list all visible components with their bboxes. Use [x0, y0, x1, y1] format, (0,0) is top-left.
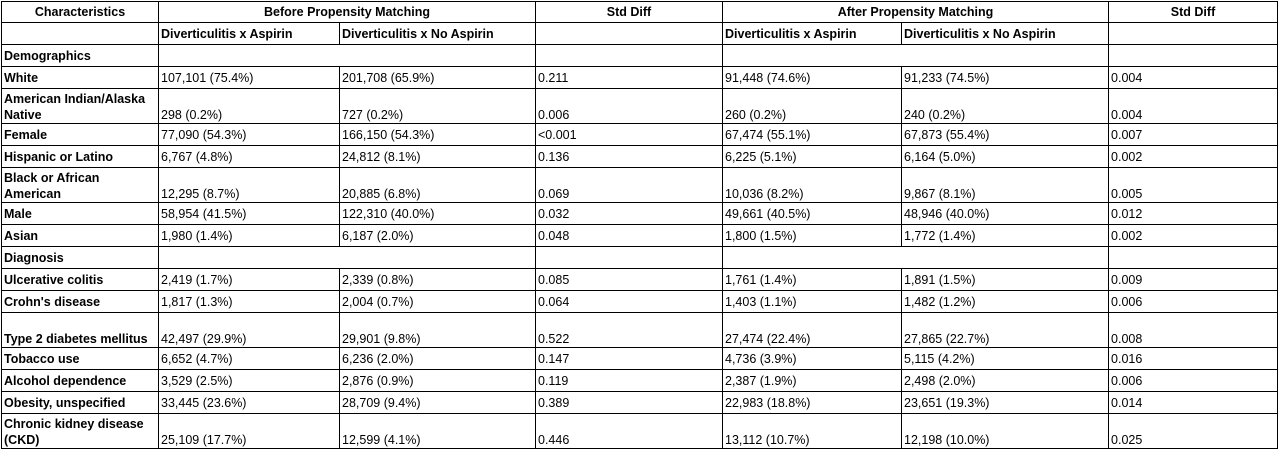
after-aspirin-cell: 6,225 (5.1%)	[723, 146, 902, 168]
row-label: Alcohol dependence	[2, 370, 159, 392]
before-aspirin-cell: 107,101 (75.4%)	[159, 67, 340, 89]
after-no-aspirin-cell: 27,865 (22.7%)	[902, 313, 1109, 348]
section-empty-cell	[1109, 247, 1278, 269]
section-title: Demographics	[2, 45, 159, 67]
std-diff-before-cell: <0.001	[536, 124, 723, 146]
before-aspirin-cell: 298 (0.2%)	[159, 89, 340, 124]
std-diff-before-cell: 0.147	[536, 348, 723, 370]
row-label: Chronic kidney disease (CKD)	[2, 414, 159, 449]
row-label: White	[2, 67, 159, 89]
after-no-aspirin-cell: 6,164 (5.0%)	[902, 146, 1109, 168]
row-label: Obesity, unspecified	[2, 392, 159, 414]
after-aspirin-cell: 22,983 (18.8%)	[723, 392, 902, 414]
before-no-aspirin-cell: 122,310 (40.0%)	[340, 203, 536, 225]
subheader-empty	[1109, 23, 1278, 45]
std-diff-after-cell: 0.005	[1109, 168, 1278, 203]
row-label: American Indian/Alaska Native	[2, 89, 159, 124]
std-diff-before-cell: 0.389	[536, 392, 723, 414]
header-std-diff-before: Std Diff	[536, 2, 723, 23]
table-row	[2, 392, 1278, 414]
std-diff-after-cell: 0.004	[1109, 89, 1278, 124]
row-label: Ulcerative colitis	[2, 269, 159, 291]
std-diff-after-cell: 0.012	[1109, 203, 1278, 225]
std-diff-before-cell: 0.085	[536, 269, 723, 291]
std-diff-before-cell: 0.211	[536, 67, 723, 89]
std-diff-after-cell: 0.006	[1109, 370, 1278, 392]
before-no-aspirin-cell: 2,876 (0.9%)	[340, 370, 536, 392]
std-diff-before-cell: 0.069	[536, 168, 723, 203]
subheader-empty	[536, 23, 723, 45]
before-aspirin-cell: 42,497 (29.9%)	[159, 313, 340, 348]
before-aspirin-cell: 77,090 (54.3%)	[159, 124, 340, 146]
before-aspirin-cell: 2,419 (1.7%)	[159, 269, 340, 291]
before-no-aspirin-cell: 6,236 (2.0%)	[340, 348, 536, 370]
before-aspirin-cell: 3,529 (2.5%)	[159, 370, 340, 392]
section-empty-cell	[159, 247, 536, 269]
row-label: Black or African American	[2, 168, 159, 203]
std-diff-after-cell: 0.006	[1109, 291, 1278, 313]
characteristics-table	[1, 1, 1278, 449]
subheader-before-aspirin: Diverticulitis x Aspirin	[159, 23, 340, 45]
std-diff-before-cell: 0.064	[536, 291, 723, 313]
before-no-aspirin-cell: 12,599 (4.1%)	[340, 414, 536, 449]
subheader-after-aspirin: Diverticulitis x Aspirin	[723, 23, 902, 45]
after-no-aspirin-cell: 2,498 (2.0%)	[902, 370, 1109, 392]
row-label: Female	[2, 124, 159, 146]
before-aspirin-cell: 25,109 (17.7%)	[159, 414, 340, 449]
after-aspirin-cell: 67,474 (55.1%)	[723, 124, 902, 146]
before-no-aspirin-cell: 20,885 (6.8%)	[340, 168, 536, 203]
after-no-aspirin-cell: 67,873 (55.4%)	[902, 124, 1109, 146]
section-empty-cell	[1109, 45, 1278, 67]
row-label: Crohn's disease	[2, 291, 159, 313]
after-no-aspirin-cell: 48,946 (40.0%)	[902, 203, 1109, 225]
table-row	[2, 269, 1278, 291]
before-aspirin-cell: 12,295 (8.7%)	[159, 168, 340, 203]
std-diff-before-cell: 0.136	[536, 146, 723, 168]
after-aspirin-cell: 1,761 (1.4%)	[723, 269, 902, 291]
section-row	[2, 45, 1278, 67]
header-before-matching: Before Propensity Matching	[159, 2, 536, 23]
after-aspirin-cell: 49,661 (40.5%)	[723, 203, 902, 225]
header-characteristics: Characteristics	[2, 2, 159, 23]
before-aspirin-cell: 33,445 (23.6%)	[159, 392, 340, 414]
std-diff-after-cell: 0.009	[1109, 269, 1278, 291]
after-aspirin-cell: 2,387 (1.9%)	[723, 370, 902, 392]
section-empty-cell	[536, 247, 723, 269]
before-aspirin-cell: 58,954 (41.5%)	[159, 203, 340, 225]
table-row	[2, 203, 1278, 225]
section-title: Diagnosis	[2, 247, 159, 269]
std-diff-before-cell: 0.032	[536, 203, 723, 225]
table-row	[2, 168, 1278, 203]
std-diff-after-cell: 0.014	[1109, 392, 1278, 414]
std-diff-before-cell: 0.048	[536, 225, 723, 247]
after-no-aspirin-cell: 23,651 (19.3%)	[902, 392, 1109, 414]
table-row	[2, 146, 1278, 168]
subheader-empty	[2, 23, 159, 45]
before-aspirin-cell: 1,980 (1.4%)	[159, 225, 340, 247]
before-no-aspirin-cell: 166,150 (54.3%)	[340, 124, 536, 146]
table-row	[2, 370, 1278, 392]
std-diff-before-cell: 0.522	[536, 313, 723, 348]
header-after-matching: After Propensity Matching	[723, 2, 1109, 23]
after-no-aspirin-cell: 5,115 (4.2%)	[902, 348, 1109, 370]
before-aspirin-cell: 6,767 (4.8%)	[159, 146, 340, 168]
table-row	[2, 124, 1278, 146]
table-row	[2, 414, 1278, 449]
section-empty-cell	[536, 45, 723, 67]
after-no-aspirin-cell: 1,482 (1.2%)	[902, 291, 1109, 313]
after-no-aspirin-cell: 240 (0.2%)	[902, 89, 1109, 124]
table-row	[2, 348, 1278, 370]
before-no-aspirin-cell: 24,812 (8.1%)	[340, 146, 536, 168]
std-diff-after-cell: 0.008	[1109, 313, 1278, 348]
after-no-aspirin-cell: 1,891 (1.5%)	[902, 269, 1109, 291]
after-aspirin-cell: 91,448 (74.6%)	[723, 67, 902, 89]
after-no-aspirin-cell: 1,772 (1.4%)	[902, 225, 1109, 247]
section-empty-cell	[159, 45, 536, 67]
after-aspirin-cell: 27,474 (22.4%)	[723, 313, 902, 348]
section-row	[2, 247, 1278, 269]
after-aspirin-cell: 4,736 (3.9%)	[723, 348, 902, 370]
std-diff-before-cell: 0.006	[536, 89, 723, 124]
after-no-aspirin-cell: 9,867 (8.1%)	[902, 168, 1109, 203]
before-no-aspirin-cell: 727 (0.2%)	[340, 89, 536, 124]
std-diff-after-cell: 0.025	[1109, 414, 1278, 449]
std-diff-before-cell: 0.446	[536, 414, 723, 449]
header-std-diff-after: Std Diff	[1109, 2, 1278, 23]
subheader-row	[2, 23, 1278, 45]
table-row	[2, 67, 1278, 89]
before-no-aspirin-cell: 201,708 (65.9%)	[340, 67, 536, 89]
std-diff-before-cell: 0.119	[536, 370, 723, 392]
after-aspirin-cell: 13,112 (10.7%)	[723, 414, 902, 449]
after-aspirin-cell: 1,403 (1.1%)	[723, 291, 902, 313]
row-label: Male	[2, 203, 159, 225]
std-diff-after-cell: 0.007	[1109, 124, 1278, 146]
before-no-aspirin-cell: 28,709 (9.4%)	[340, 392, 536, 414]
row-label: Tobacco use	[2, 348, 159, 370]
row-label: Asian	[2, 225, 159, 247]
header-row	[2, 2, 1278, 23]
subheader-before-no-aspirin: Diverticulitis x No Aspirin	[340, 23, 536, 45]
std-diff-after-cell: 0.004	[1109, 67, 1278, 89]
std-diff-after-cell: 0.002	[1109, 146, 1278, 168]
after-aspirin-cell: 260 (0.2%)	[723, 89, 902, 124]
before-no-aspirin-cell: 29,901 (9.8%)	[340, 313, 536, 348]
before-no-aspirin-cell: 2,339 (0.8%)	[340, 269, 536, 291]
table-row	[2, 313, 1278, 348]
table-row	[2, 89, 1278, 124]
after-aspirin-cell: 10,036 (8.2%)	[723, 168, 902, 203]
table-row	[2, 225, 1278, 247]
before-no-aspirin-cell: 2,004 (0.7%)	[340, 291, 536, 313]
std-diff-after-cell: 0.016	[1109, 348, 1278, 370]
before-aspirin-cell: 6,652 (4.7%)	[159, 348, 340, 370]
section-empty-cell	[723, 45, 1109, 67]
before-no-aspirin-cell: 6,187 (2.0%)	[340, 225, 536, 247]
table-row	[2, 291, 1278, 313]
row-label: Hispanic or Latino	[2, 146, 159, 168]
after-no-aspirin-cell: 12,198 (10.0%)	[902, 414, 1109, 449]
after-no-aspirin-cell: 91,233 (74.5%)	[902, 67, 1109, 89]
std-diff-after-cell: 0.002	[1109, 225, 1278, 247]
subheader-after-no-aspirin: Diverticulitis x No Aspirin	[902, 23, 1109, 45]
section-empty-cell	[723, 247, 1109, 269]
before-aspirin-cell: 1,817 (1.3%)	[159, 291, 340, 313]
after-aspirin-cell: 1,800 (1.5%)	[723, 225, 902, 247]
row-label: Type 2 diabetes mellitus	[2, 313, 159, 348]
